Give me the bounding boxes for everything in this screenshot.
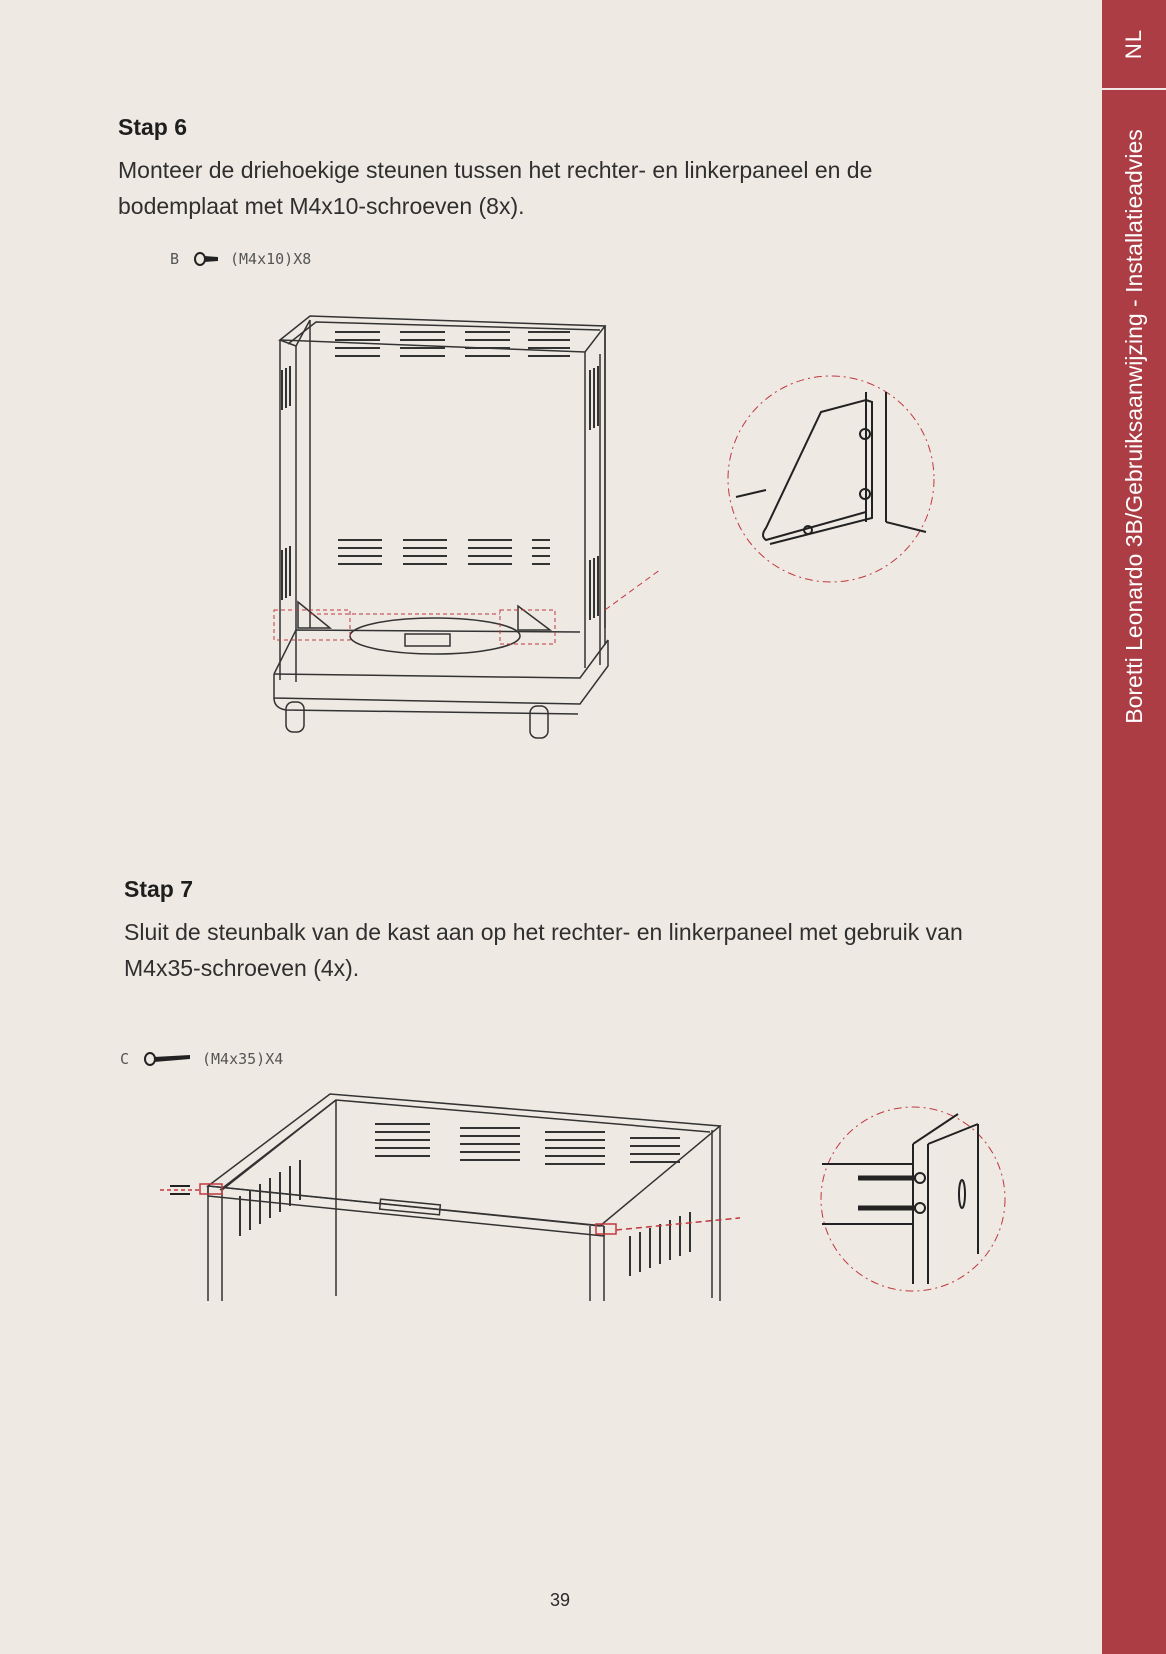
step-7-line-2: M4x35-schroeven (4x). [124, 955, 360, 981]
step-6-line-1: Monteer de driehoekige steunen tussen het rechter- en linkerpaneel en de [118, 157, 873, 183]
step-7-detail-zoom [818, 1104, 1008, 1294]
short-screw-icon [194, 252, 220, 266]
step-7-part-label [120, 1050, 283, 1068]
step-7-title: Stap 7 [124, 876, 194, 902]
document-title-block [1102, 96, 1166, 756]
language-label: NL [1121, 28, 1146, 60]
page-number: 39 [549, 1590, 571, 1610]
step-7-instructions [124, 914, 1024, 986]
step-6-part-letter: B [170, 250, 180, 268]
step-7-part-letter: C [120, 1050, 130, 1068]
step-6-line-2: bodemplaat met M4x10-schroeven (8x). [118, 193, 525, 219]
language-tab [1102, 0, 1166, 90]
step-7-cabinet-drawing [160, 1086, 740, 1306]
step-6-detail-zoom [726, 372, 936, 586]
step-6-part-label [170, 250, 311, 268]
step-6-cabinet-drawing [260, 310, 660, 740]
step-7-part-spec: (M4x35)X4 [202, 1050, 284, 1068]
step-7-line-1: Sluit de steunbalk van de kast aan op het rechter- en linkerpaneel met gebruik van [124, 919, 963, 945]
step-6-title: Stap 6 [118, 114, 188, 140]
long-screw-icon [144, 1052, 192, 1066]
step-6-part-spec: (M4x10)X8 [230, 250, 312, 268]
side-banner [1102, 0, 1166, 1654]
document-title: Boretti Leonardo 3B/Gebruiksaanwijzing - Installatieadvies [1120, 128, 1147, 724]
step-6-instructions [118, 152, 1018, 224]
